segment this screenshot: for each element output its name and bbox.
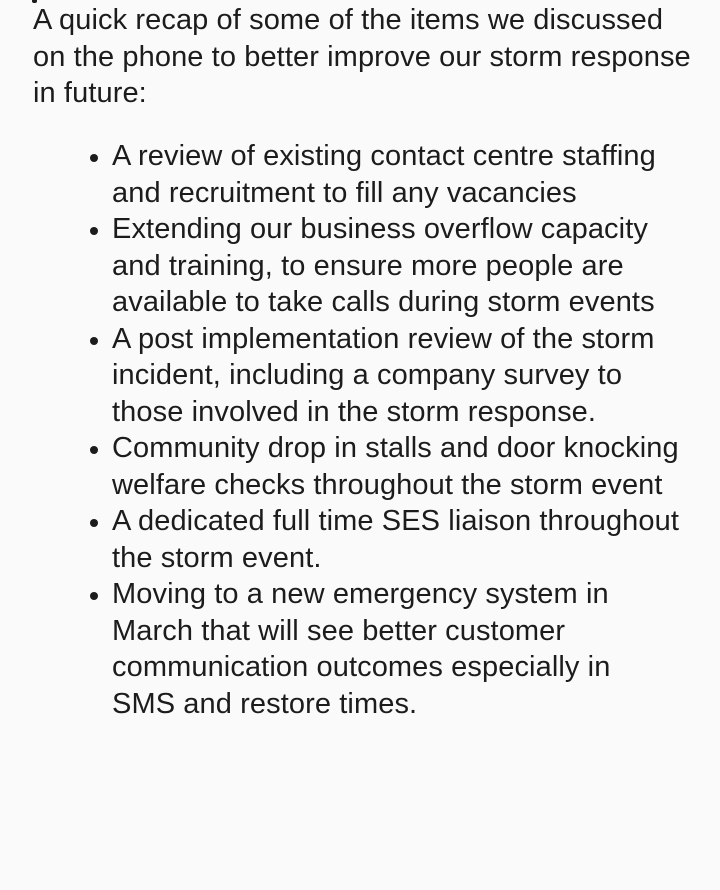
list-item bbox=[0, 138, 720, 211]
list-item bbox=[0, 576, 720, 722]
intro-paragraph: A quick recap of some of the items we discussed on the phone to better improve our storm response in future: bbox=[33, 4, 691, 109]
list-item-text: A review of existing contact centre staffing and recruitment to fill any vacancies bbox=[112, 140, 656, 209]
bullet-icon bbox=[90, 446, 98, 454]
list-item-text: Extending our business overflow capacity and training, to ensure more people are available to take calls during storm events bbox=[112, 213, 655, 318]
bullet-icon bbox=[90, 227, 98, 235]
list-item bbox=[0, 321, 720, 431]
bullet-icon bbox=[90, 592, 98, 600]
list-item bbox=[0, 211, 720, 321]
bullet-icon bbox=[90, 337, 98, 345]
list-item bbox=[0, 503, 720, 576]
list-item-text: Community drop in stalls and door knocking welfare checks throughout the storm event bbox=[112, 432, 679, 501]
list-item-text: A post implementation review of the storm incident, including a company survey to those involved in the storm response. bbox=[112, 322, 655, 428]
list-item-text: Moving to a new emergency system in March that will see better customer communication outcomes especially in SMS and restore times. bbox=[112, 578, 611, 720]
list-item bbox=[0, 430, 720, 503]
bullet-icon bbox=[90, 519, 98, 527]
list-item-text: A dedicated full time SES liaison throughout the storm event. bbox=[112, 505, 680, 574]
action-items-list bbox=[0, 138, 720, 722]
bullet-icon bbox=[90, 154, 98, 162]
